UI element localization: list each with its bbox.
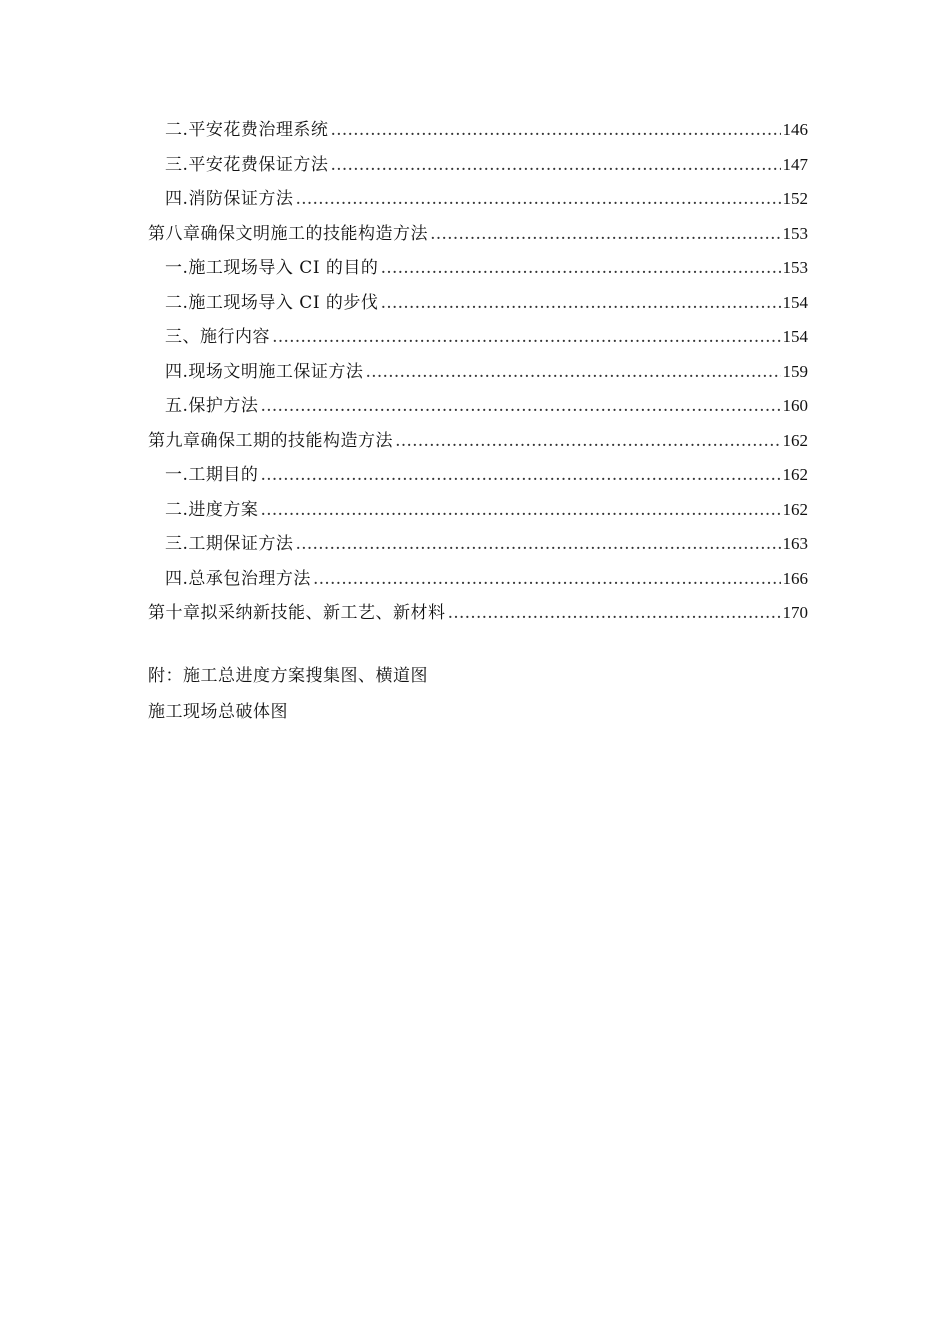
toc-entry[interactable] bbox=[148, 251, 808, 286]
toc-dot-leader bbox=[260, 493, 780, 528]
toc-entry-page: 163 bbox=[782, 534, 808, 553]
toc-entry[interactable] bbox=[148, 286, 808, 321]
toc-entry-page: 154 bbox=[782, 327, 808, 346]
toc-dot-leader bbox=[380, 251, 780, 286]
toc-entry-page: 166 bbox=[782, 568, 808, 588]
toc-entry-page: 152 bbox=[782, 189, 808, 208]
toc-dot-leader bbox=[365, 355, 780, 390]
toc-chapter-entry[interactable] bbox=[148, 424, 808, 459]
toc-entry[interactable] bbox=[148, 527, 808, 562]
toc-entry[interactable] bbox=[148, 182, 808, 217]
toc-entry-page: 147 bbox=[782, 154, 808, 174]
toc-dot-leader bbox=[260, 389, 780, 424]
toc-dot-leader bbox=[295, 182, 780, 217]
toc-entry-page: 162 bbox=[782, 430, 808, 450]
toc-entry-page: 162 bbox=[782, 465, 808, 484]
toc-entry-title: 二.平安花费治理系统 bbox=[165, 120, 329, 140]
table-of-contents bbox=[148, 113, 808, 631]
toc-entry-title: 三.工期保证方法 bbox=[165, 534, 294, 554]
toc-entry-title: 五.保护方法 bbox=[165, 396, 259, 416]
toc-dot-leader bbox=[395, 424, 781, 459]
toc-dot-leader bbox=[260, 458, 780, 493]
toc-entry-page: 160 bbox=[782, 396, 808, 415]
toc-entry-page: 153 bbox=[782, 223, 808, 243]
toc-dot-leader bbox=[380, 286, 780, 321]
toc-dot-leader bbox=[448, 596, 781, 631]
toc-dot-leader bbox=[313, 562, 781, 597]
toc-entry-title: 四.消防保证方法 bbox=[165, 189, 294, 209]
toc-entry-title: 二.施工现场导入 CI 的步伐 bbox=[165, 292, 379, 313]
toc-entry-title: 第九章确保工期的技能构造方法 bbox=[148, 430, 393, 451]
toc-entry-page: 159 bbox=[782, 361, 808, 381]
toc-entry[interactable] bbox=[148, 355, 808, 390]
toc-entry-title: 第十章拟采纳新技能、新工艺、新材料 bbox=[148, 603, 446, 623]
toc-entry[interactable] bbox=[148, 493, 808, 528]
toc-entry[interactable] bbox=[148, 458, 808, 493]
toc-entry-page: 170 bbox=[782, 603, 808, 622]
toc-entry[interactable] bbox=[148, 320, 808, 355]
toc-entry-title: 一.工期目的 bbox=[165, 465, 259, 485]
toc-dot-leader bbox=[330, 113, 780, 148]
appendix-line-site-plan: 施工现场总破体图 bbox=[148, 702, 288, 722]
appendix-line-schedule: 附：施工总进度方案搜集图、横道图 bbox=[148, 666, 428, 686]
toc-chapter-entry[interactable] bbox=[148, 596, 808, 631]
toc-entry[interactable] bbox=[148, 148, 808, 183]
toc-entry-title: 第八章确保文明施工的技能构造方法 bbox=[148, 223, 428, 244]
toc-entry-title: 三、施行内容 bbox=[165, 327, 270, 347]
toc-dot-leader bbox=[272, 320, 781, 355]
toc-entry[interactable] bbox=[148, 389, 808, 424]
appendix-notes bbox=[148, 658, 428, 730]
toc-entry[interactable] bbox=[148, 562, 808, 597]
toc-dot-leader bbox=[330, 148, 780, 183]
toc-entry-title: 四.总承包治理方法 bbox=[165, 568, 311, 589]
toc-dot-leader bbox=[295, 527, 780, 562]
toc-entry-title: 一.施工现场导入 CI 的目的 bbox=[165, 258, 379, 278]
toc-dot-leader bbox=[430, 217, 781, 252]
toc-entry[interactable] bbox=[148, 113, 808, 148]
toc-entry-title: 四.现场文明施工保证方法 bbox=[165, 361, 364, 382]
toc-entry-page: 146 bbox=[782, 120, 808, 139]
toc-entry-page: 154 bbox=[782, 292, 808, 312]
toc-entry-title: 三.平安花费保证方法 bbox=[165, 154, 329, 175]
toc-chapter-entry[interactable] bbox=[148, 217, 808, 252]
toc-entry-page: 162 bbox=[782, 499, 808, 519]
toc-entry-title: 二.进度方案 bbox=[165, 499, 259, 520]
toc-entry-page: 153 bbox=[782, 258, 808, 277]
